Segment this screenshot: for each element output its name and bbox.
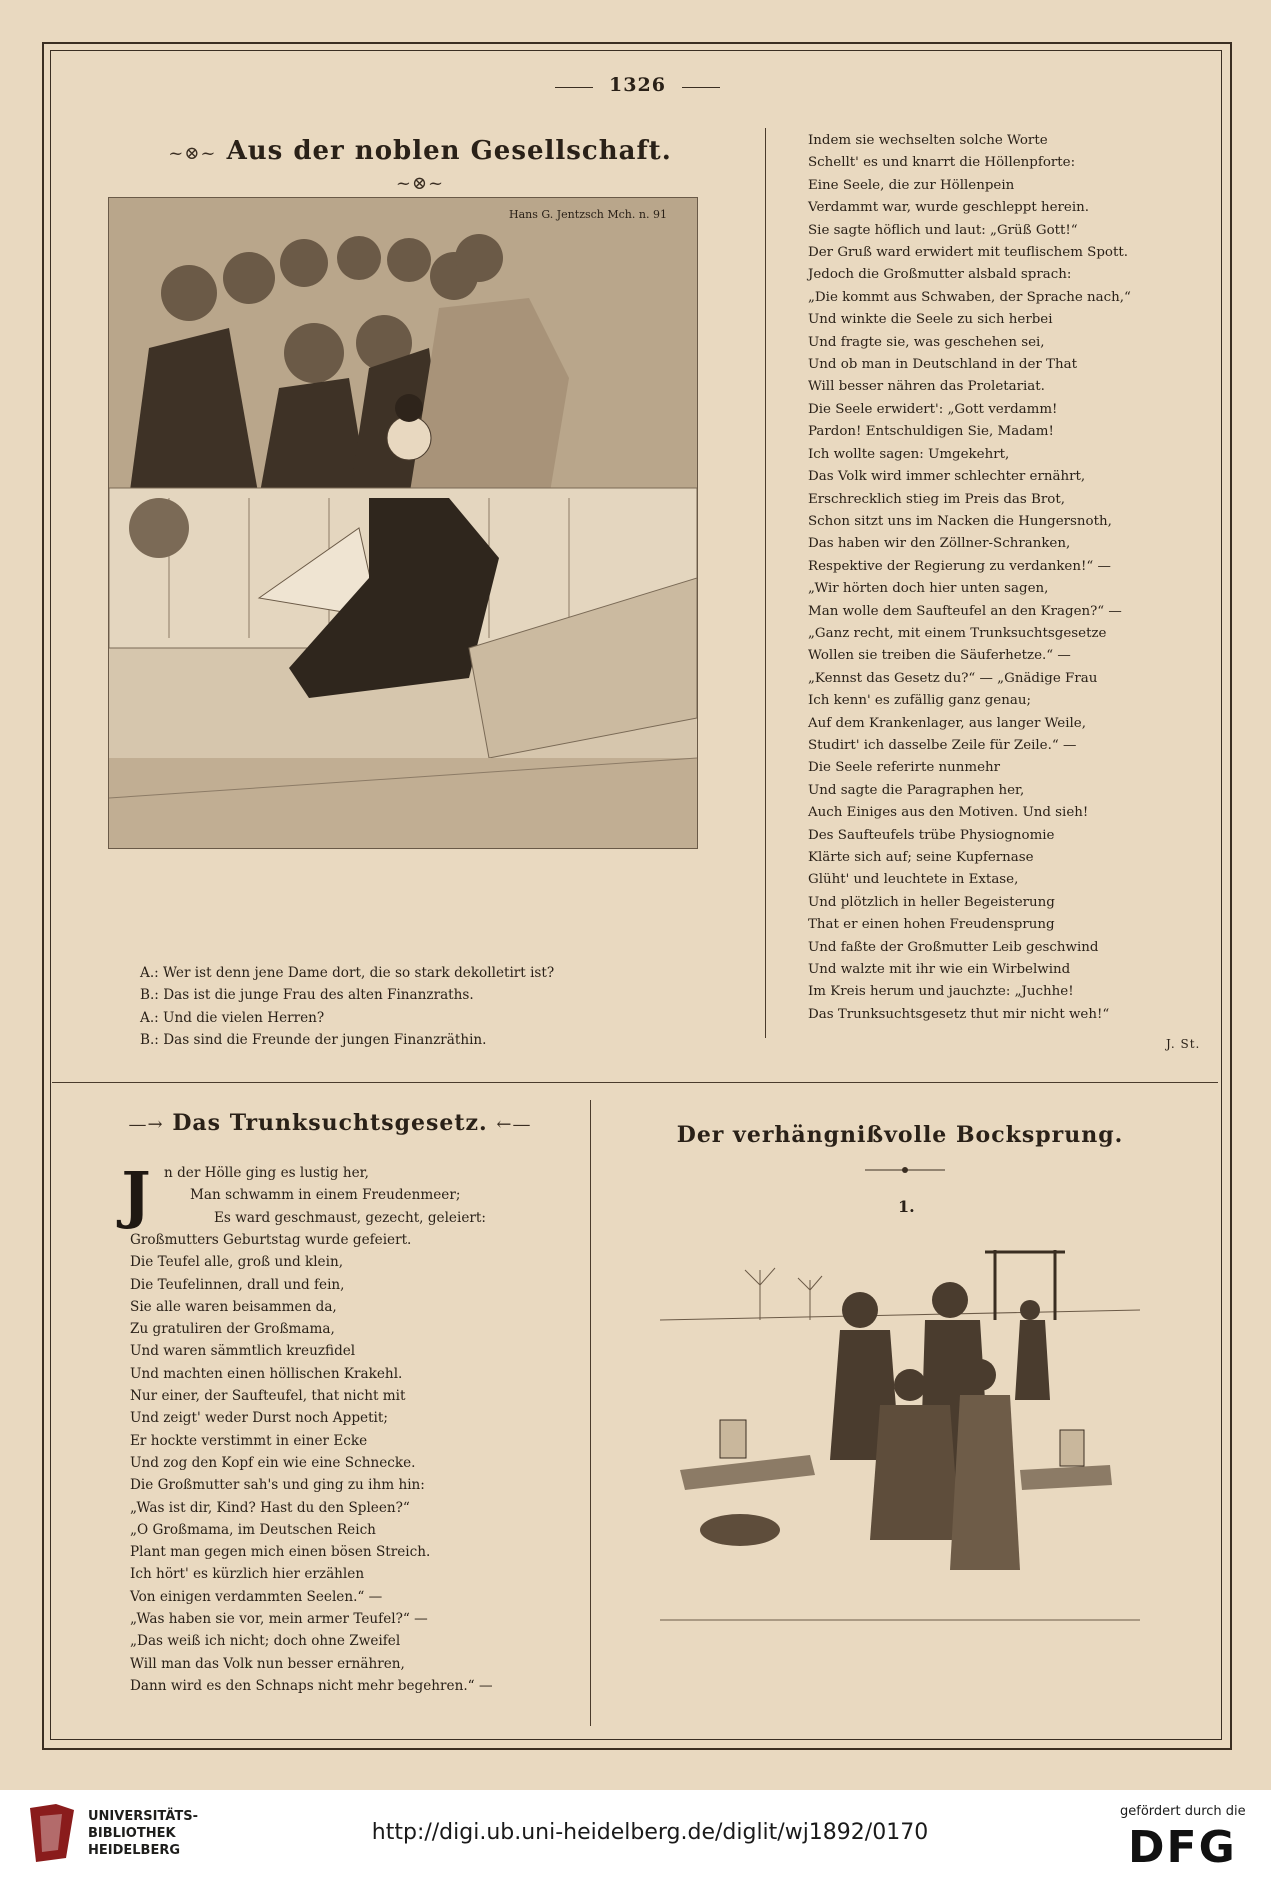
- poem-line: „Das weiß ich nicht; doch ohne Zweifel: [130, 1633, 401, 1650]
- poem-line: Ich kenn' es zufällig ganz genau;: [808, 693, 1031, 709]
- poem-line: Und ob man in Deutschland in der That: [808, 357, 1077, 373]
- artist-signature: Hans G. Jentzsch Mch. n. 91: [509, 208, 667, 221]
- poem-line: Die Seele referirte nunmehr: [808, 760, 1001, 776]
- poem-line: Im Kreis herum und jauchzte: „Juchhe!: [808, 984, 1074, 1000]
- university-logo-icon: [26, 1802, 78, 1864]
- poem-line: Der Gruß ward erwidert mit teuflischem Spott.: [808, 245, 1128, 261]
- poem-signature: J. St.: [1166, 1037, 1201, 1051]
- poem-line: Und machten einen höllischen Krakehl.: [130, 1365, 403, 1382]
- institution-name: [88, 1808, 198, 1859]
- poem-line: Die Großmutter sah's und ging zu ihm hin:: [130, 1477, 425, 1494]
- caption-line: A.: Wer ist denn jene Dame dort, die so stark dekolletirt ist?: [140, 965, 555, 981]
- poem-line: Großmutters Geburtstag wurde gefeiert.: [130, 1232, 412, 1248]
- poem-line: Dann wird es den Schnaps nicht mehr begehren.“ —: [130, 1677, 493, 1694]
- footer-bar: [0, 1790, 1271, 1880]
- poem-line: Schon sitzt uns im Nacken die Hungersnoth,: [808, 513, 1112, 529]
- caption-line: B.: Das sind die Freunde der jungen Finanzräthin.: [140, 1031, 487, 1048]
- poem-line: Wollen sie treiben die Säuferhetze.“ —: [808, 648, 1071, 664]
- poem-line: Auf dem Krankenlager, aus langer Weile,: [808, 715, 1086, 731]
- poem-line: n der Hölle ging es lustig her,: [164, 1165, 369, 1181]
- poem-line: Er hockte verstimmt in einer Ecke: [130, 1432, 368, 1449]
- title-ornament-left: ~⊗~: [168, 143, 217, 164]
- column-divider-bottom: [590, 1100, 591, 1726]
- title-ornament: [865, 1164, 945, 1176]
- poem-line: Erschrecklich stieg im Preis das Brot,: [808, 491, 1065, 507]
- poem-opening-lines: [164, 1162, 544, 1229]
- title-ornament-right: ←—: [496, 1114, 532, 1135]
- poem-line: Ich hört' es kürzlich hier erzählen: [130, 1566, 365, 1583]
- poem-line: Will man das Volk nun besser ernähren,: [130, 1655, 405, 1672]
- dfg-logo: DFG: [1128, 1822, 1237, 1873]
- poem-body: [130, 1229, 570, 1697]
- cartoon-caption: [140, 962, 700, 1051]
- poem-line: Glüht' und leuchtete in Extase,: [808, 872, 1019, 888]
- cartoon-title-text: Aus der noblen Gesellschaft.: [226, 136, 672, 166]
- column-divider-top: [765, 128, 766, 1038]
- page-number: 1326: [555, 74, 720, 96]
- poem-line: Sie sagte höflich und laut: „Grüß Gott!“: [808, 222, 1078, 238]
- poem-line: Auch Einiges aus den Motiven. Und sieh!: [808, 805, 1089, 821]
- poem-line: Nur einer, der Saufteufel, that nicht mit: [130, 1388, 406, 1405]
- section-divider: [52, 1082, 1218, 1083]
- poem-line: Ich wollte sagen: Umgekehrt,: [808, 446, 1010, 462]
- poem-line: „Was haben sie vor, mein armer Teufel?“ —: [130, 1611, 428, 1628]
- poem-line: Und walzte mit ihr wie ein Wirbelwind: [808, 962, 1071, 978]
- poem-line: Und plötzlich in heller Begeisterung: [808, 894, 1055, 910]
- poem-line: Und winkte die Seele zu sich herbei: [808, 312, 1053, 328]
- poem-line: Und fragte sie, was geschehen sei,: [808, 334, 1045, 350]
- poem-line: „Die kommt aus Schwaben, der Sprache nach,“: [808, 289, 1131, 305]
- poem-line: Indem sie wechselten solche Worte: [808, 133, 1048, 148]
- poem-line: „Kennst das Gesetz du?“ — „Gnädige Frau: [808, 670, 1098, 686]
- poem-line: Und sagte die Paragraphen her,: [808, 782, 1025, 798]
- poem-line: Und waren sämmtlich kreuzfidel: [130, 1343, 356, 1360]
- poem-line: „O Großmama, im Deutschen Reich: [130, 1521, 376, 1538]
- drop-cap: J: [121, 1158, 151, 1231]
- poem-title: [120, 1110, 540, 1136]
- cartoon-drawing: [109, 198, 697, 848]
- poem-line: That er einen hohen Freudensprung: [808, 917, 1055, 933]
- poem-continuation: [808, 130, 1218, 1026]
- poem-line: Das Trunksuchtsgesetz thut mir nicht weh!“: [808, 1006, 1110, 1022]
- poem-line: Die Teufel alle, groß und klein,: [130, 1254, 344, 1271]
- source-url[interactable]: http://digi.ub.uni-heidelberg.de/diglit/wj1892/0170: [371, 1820, 929, 1845]
- poem-line: Das haben wir den Zöllner-Schranken,: [808, 536, 1071, 552]
- poem-line: Die Seele erwidert': „Gott verdamm!: [808, 401, 1058, 417]
- cartoon-title: [140, 136, 700, 196]
- comic-drawing: [660, 1240, 1140, 1640]
- poem-line: Sie alle waren beisammen da,: [130, 1298, 337, 1315]
- caption-line: A.: Und die vielen Herren?: [140, 1009, 325, 1026]
- poem-line: Und zeigt' weder Durst noch Appetit;: [130, 1410, 388, 1427]
- poem-line: Eine Seele, die zur Höllenpein: [808, 177, 1015, 193]
- poem-line: Und zog den Kopf ein wie eine Schnecke.: [130, 1454, 416, 1471]
- caption-line: B.: Das ist die junge Frau des alten Finanzraths.: [140, 987, 474, 1004]
- poem-line: Und faßte der Großmutter Leib geschwind: [808, 939, 1099, 955]
- poem-line: Die Teufelinnen, drall und fein,: [130, 1276, 345, 1293]
- comic-panel-number: 1.: [898, 1197, 915, 1216]
- poem-line: Studirt' ich dasselbe Zeile für Zeile.“ —: [808, 737, 1077, 753]
- institution-line: HEIDELBERG: [88, 1843, 181, 1858]
- title-ornament-right: ~⊗~: [395, 173, 445, 194]
- institution-line: UNIVERSITÄTS-: [88, 1809, 198, 1824]
- comic-title: Der verhängnißvolle Bocksprung.: [676, 1122, 1124, 1148]
- poem-title-text: Das Trunksuchtsgesetz.: [172, 1110, 488, 1136]
- poem-line: Des Saufteufels trübe Physiognomie: [808, 827, 1055, 843]
- poem-line: Man wolle dem Saufteufel an den Kragen?“ —: [808, 603, 1122, 619]
- poem-line: Jedoch die Großmutter alsbald sprach:: [808, 267, 1072, 283]
- poem-line: Pardon! Entschuldigen Sie, Madam!: [808, 424, 1054, 440]
- institution-line: BIBLIOTHEK: [88, 1826, 176, 1841]
- cartoon-illustration: [108, 197, 698, 849]
- poem-line: „Wir hörten doch hier unten sagen,: [808, 581, 1049, 597]
- poem-line: Plant man gegen mich einen bösen Streich.: [130, 1544, 431, 1561]
- poem-line: „Was ist dir, Kind? Hast du den Spleen?“: [130, 1499, 410, 1516]
- poem-line: Das Volk wird immer schlechter ernährt,: [808, 469, 1086, 485]
- poem-line: „Ganz recht, mit einem Trunksuchtsgesetze: [808, 625, 1107, 641]
- poem-line: Klärte sich auf; seine Kupfernase: [808, 850, 1034, 865]
- poem-line: Will besser nähren das Proletariat.: [808, 379, 1045, 395]
- poem-line: Zu gratuliren der Großmama,: [130, 1321, 335, 1338]
- poem-line: Es ward geschmaust, gezecht, geleiert:: [214, 1209, 486, 1226]
- poem-line: Man schwamm in einem Freudenmeer;: [190, 1187, 461, 1204]
- poem-line: Verdammt war, wurde geschleppt herein.: [808, 200, 1089, 216]
- poem-line: Von einigen verdammten Seelen.“ —: [130, 1588, 383, 1605]
- title-ornament-left: —→: [128, 1114, 164, 1135]
- funded-by-label: gefördert durch die: [1120, 1804, 1246, 1819]
- poem-line: Schellt' es und knarrt die Höllenpforte:: [808, 155, 1076, 171]
- poem-line: Respektive der Regierung zu verdanken!“ —: [808, 558, 1111, 574]
- comic-illustration: [660, 1240, 1140, 1640]
